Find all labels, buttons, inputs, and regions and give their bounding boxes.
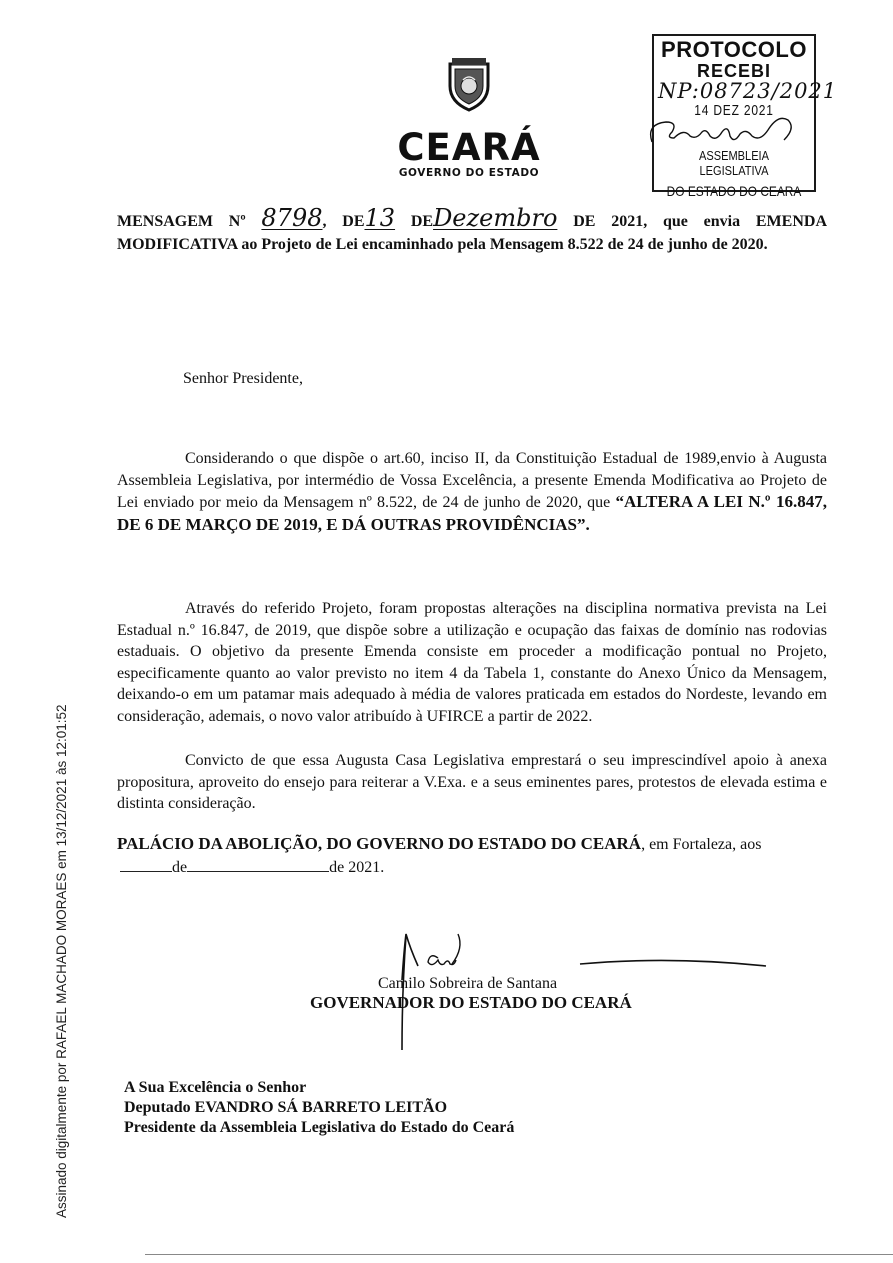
digital-signature-notice: Assinado digitalmente por RAFAEL MACHADO MORAES em 13/12/2021 às 12:01:52 [54,704,69,1218]
closing-date-year: de 2021. [329,859,385,876]
brand-name: CEARÁ [397,126,541,169]
stamp-received: RECEBI [696,61,771,81]
state-coat-of-arms-icon [446,56,492,112]
stamp-date: 14 DEZ 2021 [694,102,774,119]
brand-subtitle: GOVERNO DO ESTADO [398,167,540,179]
signatory-name: Camilo Sobreira de Santana [378,975,558,992]
protocol-stamp [652,34,838,199]
message-header [117,204,827,256]
message-number-handwritten: 8798 [261,204,323,232]
header-de1: , DE [322,213,365,230]
closing-date-de: de [172,859,188,876]
month-handwritten: Dezembro [433,204,558,232]
stamp-institution-line2: DO ESTADO DO CEARA [666,183,802,199]
closing-city: , em Fortaleza, aos [641,836,762,853]
stamp-protocol-number: NP:08723/2021 [658,79,838,103]
addressee-line-2: Deputado EVANDRO SÁ BARRETO LEITÃO [124,1099,448,1116]
stamp-handwritten-signature [654,120,814,148]
paragraph-1-law-title: “ALTERA A LEI N.º 16.847, DE 6 DE MARÇO DE 2019, E DÁ OUTRAS PROVIDÊNCIAS”. [117,492,828,534]
header-rest: DE 2021, que envia EMENDA MODIFICATIVA ao Projeto de Lei encaminhado pela Mensagem 8.522 de 24 de junho de 2020. [117,213,827,253]
addressee-line-1: A Sua Excelência o Senhor [124,1079,307,1096]
month-blank [187,857,329,872]
day-blank [120,857,172,872]
stamp-title: PROTOCOLO [661,37,807,62]
paragraph-1-text: Considerando o que dispõe o art.60, inciso II, da Constituição Estadual de 1989,envio à Augusta Assembleia Legislativa, por intermédio de Vossa Excelência, a presente Emenda Modificativa ao Projeto de Lei enviado por meio da Mensagem nº 8.522, de 24 de junho de 2020, que [117,450,827,511]
page-bottom-rule [145,1254,893,1255]
signatory-title: GOVERNADOR DO ESTADO DO CEARÁ [310,993,632,1012]
header-prefix: MENSAGEM Nº [117,213,246,230]
paragraph-2: Através do referido Projeto, foram propostas alterações na disciplina normativa prevista na Lei Estadual n.º 16.847, de 2019, que dispõe sobre a utilização e ocupação das faixas de domínio nas rodovias estaduais. O objetivo da presente Emenda consiste em proceder a modificação pontual no Projeto, especificamente quanto ao valor previsto no item 4 da Tabela 1, constante do Anexo Único da Mensagem, deixando-o em um patamar mais adequado à média de valores praticada em estados do Nordeste, levando em consideração, ademais, o novo valor atribuído à UFIRCE a partir de 2022. [117,600,827,725]
closing-place [117,833,827,856]
stamp-institution-line1: ASSEMBLEIA LEGISLATIVA [698,148,770,178]
header-de2: DE [395,213,434,230]
closing-date-line [120,857,384,877]
paragraph-1 [117,448,827,536]
salutation: Senhor Presidente, [183,370,303,387]
closing-palace: PALÁCIO DA ABOLIÇÃO, DO GOVERNO DO ESTADO DO CEARÁ [117,834,642,853]
day-handwritten: 13 [364,204,396,232]
addressee-line-3: Presidente da Assembleia Legislativa do Estado do Ceará [124,1119,515,1136]
addressee-block [124,1078,514,1138]
letterhead-logo [384,56,554,179]
paragraph-3: Convicto de que essa Augusta Casa Legislativa emprestará o seu imprescindível apoio à anexa propositura, aproveito do ensejo para reiterar a V.Exa. e a seus eminentes pares, protestos de elevada estima e distinta consideração. [117,752,827,812]
